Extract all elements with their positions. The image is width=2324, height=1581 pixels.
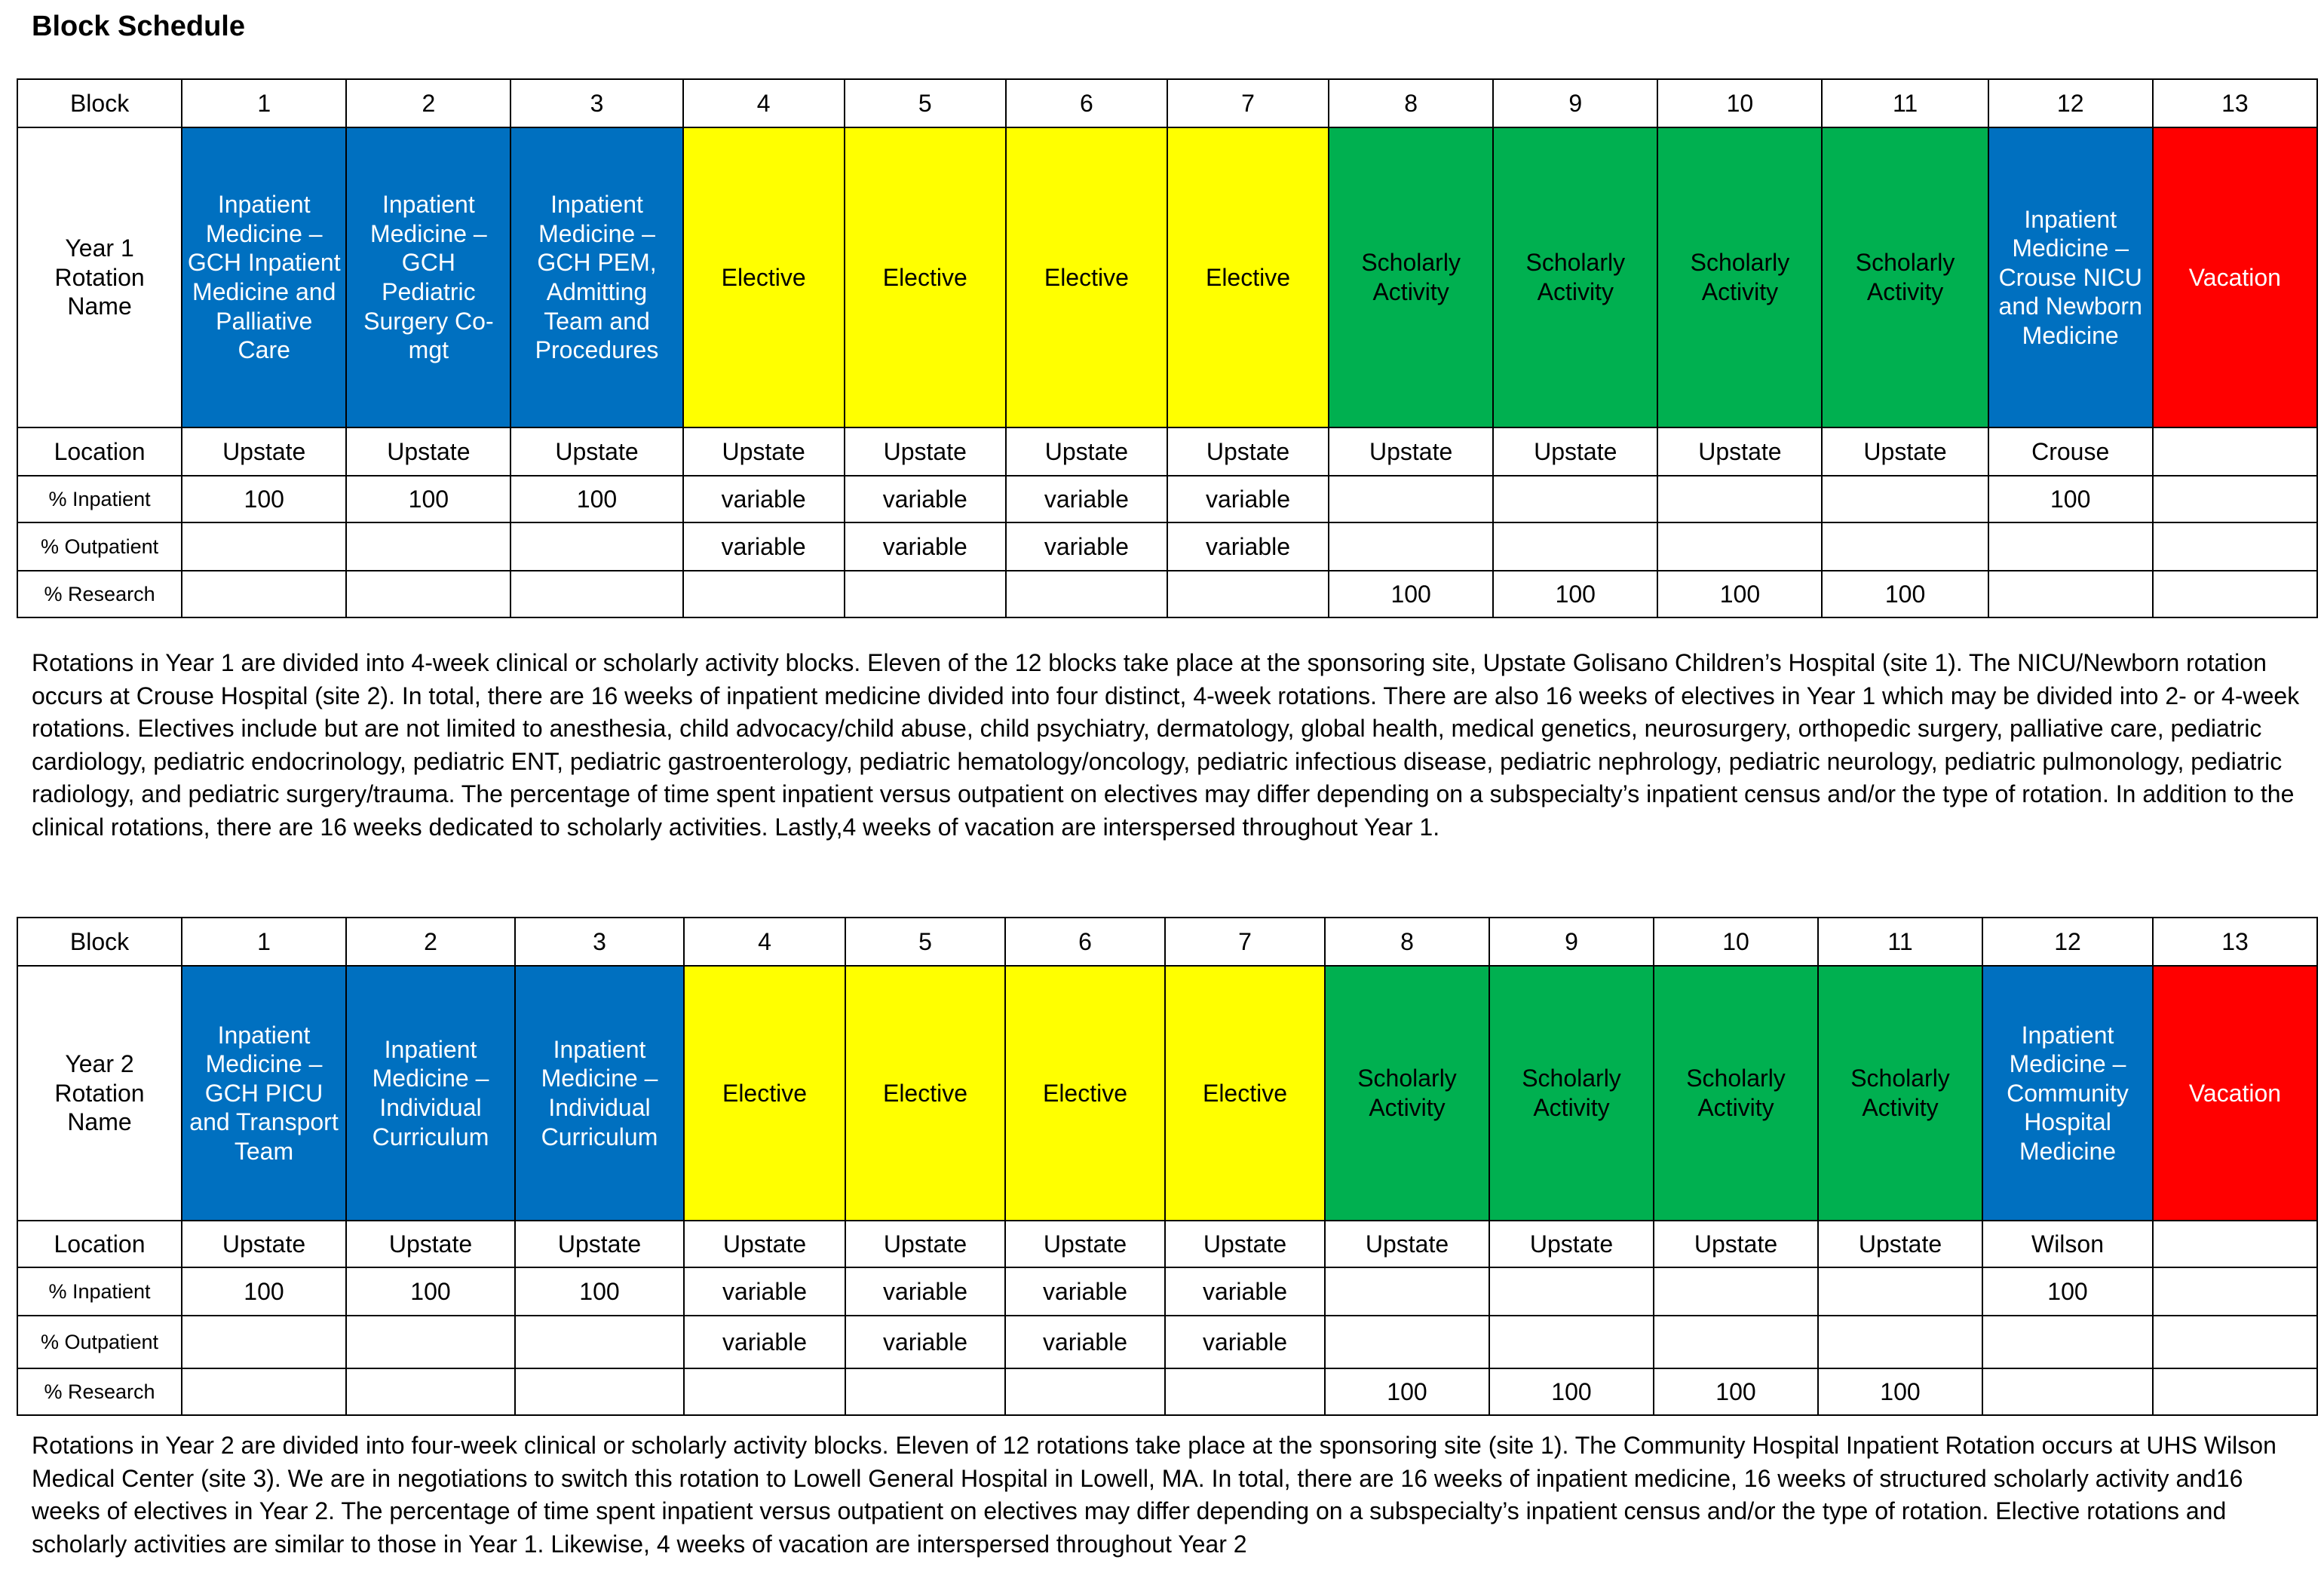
rotation-cell: Inpatient Medicine – GCH Inpatient Medicine and Palliative Care: [182, 127, 346, 427]
header-row: [17, 918, 2317, 966]
research-cell: [1982, 1368, 2153, 1415]
research-cell: [845, 571, 1006, 617]
block-number-cell: 6: [1005, 918, 1165, 966]
rotation-cell: Inpatient Medicine – Crouse NICU and Newborn Medicine: [1988, 127, 2153, 427]
research-row: [17, 1368, 2317, 1415]
inpatient-cell: variable: [1005, 1267, 1165, 1316]
rotation-row: [17, 966, 2317, 1221]
inpatient-cell: [1493, 476, 1657, 522]
location-cell: Upstate: [1654, 1221, 1818, 1267]
block-number-cell: 9: [1489, 918, 1654, 966]
rotation-cell: Elective: [1005, 966, 1165, 1221]
rotation-cell: Scholarly Activity: [1329, 127, 1493, 427]
inpatient-cell: 100: [515, 1267, 684, 1316]
research-cell: 100: [1657, 571, 1822, 617]
block-header-label: Block: [17, 79, 182, 127]
block-header-label: Block: [17, 918, 182, 966]
year1-description: Rotations in Year 1 are divided into 4-week clinical or scholarly activity blocks. Eleven of the 12 blocks take place at the sponsoring site, Upstate Golisano Children’s Hospital (site 1). The NICU/Newborn rotation occurs at Crouse Hospital (site 2). In total, there are 16 weeks of inpatient medicine divided into four distinct, 4-week rotations. There are also 16 weeks of electives in Year 1 which may be divided into 2- or 4-week rotations. Electives include but are not limited to anesthesia, child advocacy/child abuse, child psychiatry, dermatology, global health, medical genetics, neurosurgery, orthopedic surgery, palliative care, pediatric cardiology, pediatric endocrinology, pediatric ENT, pediatric gastroenterology, pediatric hematology/oncology, pediatric infectious disease, pediatric nephrology, pediatric neurology, pediatric pulmonology, pediatric radiology, and pediatric surgery/trauma. The percentage of time spent inpatient versus outpatient on electives may differ depending on a subspecialty’s inpatient census and/or the type of rotation. In addition to the clinical rotations, there are 16 weeks dedicated to scholarly activities. Lastly,4 weeks of vacation are interspersed throughout Year 1.: [32, 649, 2300, 841]
inpatient-cell: variable: [683, 476, 845, 522]
inpatient-cell: variable: [845, 476, 1006, 522]
research-cell: 100: [1325, 1368, 1489, 1415]
location-cell: Upstate: [1329, 427, 1493, 476]
location-cell: Upstate: [346, 1221, 515, 1267]
rotation-cell: Scholarly Activity: [1493, 127, 1657, 427]
block-number-cell: 3: [515, 918, 684, 966]
rotation-cell: Inpatient Medicine – GCH Pediatric Surgery Co-mgt: [346, 127, 510, 427]
location-row: [17, 1221, 2317, 1267]
rotation-cell: Inpatient Medicine – Individual Curriculum: [515, 966, 684, 1221]
rotation-cell: Scholarly Activity: [1325, 966, 1489, 1221]
research-cell: 100: [1489, 1368, 1654, 1415]
research-cell: [1006, 571, 1167, 617]
inpatient-cell: 100: [510, 476, 682, 522]
research-cell: [346, 571, 510, 617]
block-number-cell: 9: [1493, 79, 1657, 127]
year1-schedule-table: [17, 78, 2318, 618]
block-number-cell: 5: [845, 79, 1006, 127]
location-cell: Upstate: [845, 1221, 1005, 1267]
outpatient-cell: [515, 1316, 684, 1368]
rotation-cell: Inpatient Medicine – GCH PICU and Transport Team: [182, 966, 346, 1221]
outpatient-cell: [1489, 1316, 1654, 1368]
research-cell: 100: [1818, 1368, 1982, 1415]
research-cell: [845, 1368, 1005, 1415]
research-cell: 100: [1822, 571, 1988, 617]
rotation-cell: Vacation: [2153, 127, 2317, 427]
block-number-cell: 13: [2153, 918, 2317, 966]
rotation-cell: Inpatient Medicine – Community Hospital Medicine: [1982, 966, 2153, 1221]
outpatient-cell: variable: [1005, 1316, 1165, 1368]
research-cell: 100: [1493, 571, 1657, 617]
inpatient-label: % Inpatient: [17, 1267, 182, 1316]
location-cell: Upstate: [1818, 1221, 1982, 1267]
rotation-cell: Elective: [845, 127, 1006, 427]
location-cell: Upstate: [1325, 1221, 1489, 1267]
rotation-cell: Elective: [1006, 127, 1167, 427]
block-number-cell: 10: [1654, 918, 1818, 966]
location-cell: Upstate: [1493, 427, 1657, 476]
research-cell: [1165, 1368, 1325, 1415]
rotation-cell: Inpatient Medicine – Individual Curriculum: [346, 966, 515, 1221]
block-number-cell: 8: [1329, 79, 1493, 127]
inpatient-cell: variable: [1006, 476, 1167, 522]
outpatient-cell: [1654, 1316, 1818, 1368]
rotation-cell: Elective: [684, 966, 845, 1221]
block-number-cell: 1: [182, 918, 346, 966]
block-number-cell: 12: [1982, 918, 2153, 966]
outpatient-cell: variable: [1006, 522, 1167, 571]
inpatient-cell: 100: [182, 1267, 346, 1316]
block-number-cell: 5: [845, 918, 1005, 966]
location-cell: Upstate: [182, 427, 346, 476]
inpatient-cell: variable: [1167, 476, 1329, 522]
inpatient-cell: [2153, 476, 2317, 522]
outpatient-cell: [2153, 1316, 2317, 1368]
outpatient-cell: [1493, 522, 1657, 571]
inpatient-cell: variable: [1165, 1267, 1325, 1316]
block-number-cell: 10: [1657, 79, 1822, 127]
location-cell: [2153, 1221, 2317, 1267]
inpatient-cell: [1489, 1267, 1654, 1316]
inpatient-label: % Inpatient: [17, 476, 182, 522]
page-title: Block Schedule: [32, 11, 245, 42]
research-cell: [346, 1368, 515, 1415]
block-number-cell: 13: [2153, 79, 2317, 127]
location-cell: Upstate: [1165, 1221, 1325, 1267]
research-cell: [1005, 1368, 1165, 1415]
research-cell: [515, 1368, 684, 1415]
outpatient-cell: [1818, 1316, 1982, 1368]
rotation-cell: Elective: [845, 966, 1005, 1221]
header-row: [17, 79, 2317, 127]
research-row: [17, 571, 2317, 617]
block-number-cell: 2: [346, 79, 510, 127]
inpatient-cell: [1325, 1267, 1489, 1316]
outpatient-row: [17, 1316, 2317, 1368]
rotation-cell: Elective: [1167, 127, 1329, 427]
outpatient-cell: variable: [845, 1316, 1005, 1368]
inpatient-cell: [1822, 476, 1988, 522]
outpatient-cell: [1329, 522, 1493, 571]
block-number-cell: 3: [510, 79, 682, 127]
location-cell: Upstate: [1167, 427, 1329, 476]
outpatient-label: % Outpatient: [17, 1316, 182, 1368]
block-number-cell: 11: [1818, 918, 1982, 966]
research-cell: [182, 571, 346, 617]
research-cell: [510, 571, 682, 617]
inpatient-row: [17, 1267, 2317, 1316]
rotation-name-label: Year 2 Rotation Name: [17, 966, 182, 1221]
rotation-cell: Scholarly Activity: [1654, 966, 1818, 1221]
location-row: [17, 427, 2317, 476]
rotation-name-label: Year 1 Rotation Name: [17, 127, 182, 427]
location-label: Location: [17, 427, 182, 476]
location-cell: Upstate: [845, 427, 1006, 476]
research-label: % Research: [17, 1368, 182, 1415]
outpatient-cell: variable: [1167, 522, 1329, 571]
outpatient-row: [17, 522, 2317, 571]
inpatient-cell: [1818, 1267, 1982, 1316]
rotation-cell: Inpatient Medicine – GCH PEM, Admitting Team and Procedures: [510, 127, 682, 427]
year2-description: Rotations in Year 2 are divided into four-week clinical or scholarly activity blocks. Eleven of 12 rotations take place at the sponsoring site (site 1). The Community Hospital Inpatient Rotation occurs at UHS Wilson Medical Center (site 3). We are in negotiations to switch this rotation to Lowell General Hospital in Lowell, MA. In total, there are 16 weeks of inpatient medicine, 16 weeks of structured scholarly activity and16 weeks of electives in Year 2. The percentage of time spent inpatient versus outpatient on electives may differ depending on a subspecialty’s inpatient census and/or the type of rotation. Elective rotations and scholarly activities are similar to those in Year 1. Likewise, 4 weeks of vacation are interspersed throughout Year 2: [32, 1432, 2276, 1558]
block-number-cell: 7: [1167, 79, 1329, 127]
inpatient-cell: 100: [182, 476, 346, 522]
location-cell: Crouse: [1988, 427, 2153, 476]
block-number-cell: 6: [1006, 79, 1167, 127]
research-cell: [683, 571, 845, 617]
location-cell: Upstate: [1489, 1221, 1654, 1267]
research-label: % Research: [17, 571, 182, 617]
location-label: Location: [17, 1221, 182, 1267]
location-cell: Upstate: [346, 427, 510, 476]
outpatient-cell: [510, 522, 682, 571]
block-number-cell: 12: [1988, 79, 2153, 127]
block-number-cell: 1: [182, 79, 346, 127]
inpatient-cell: 100: [346, 476, 510, 522]
block-number-cell: 11: [1822, 79, 1988, 127]
research-cell: [2153, 1368, 2317, 1415]
outpatient-cell: [1822, 522, 1988, 571]
research-cell: 100: [1329, 571, 1493, 617]
outpatient-cell: [1988, 522, 2153, 571]
inpatient-cell: [1329, 476, 1493, 522]
rotation-cell: Scholarly Activity: [1489, 966, 1654, 1221]
block-number-cell: 7: [1165, 918, 1325, 966]
research-cell: [684, 1368, 845, 1415]
location-cell: [2153, 427, 2317, 476]
location-cell: Upstate: [515, 1221, 684, 1267]
outpatient-cell: variable: [683, 522, 845, 571]
location-cell: Upstate: [1005, 1221, 1165, 1267]
rotation-cell: Elective: [683, 127, 845, 427]
rotation-cell: Scholarly Activity: [1657, 127, 1822, 427]
outpatient-cell: [182, 522, 346, 571]
outpatient-cell: [1657, 522, 1822, 571]
block-number-cell: 8: [1325, 918, 1489, 966]
inpatient-cell: variable: [684, 1267, 845, 1316]
inpatient-cell: [1657, 476, 1822, 522]
location-cell: Wilson: [1982, 1221, 2153, 1267]
outpatient-cell: variable: [1165, 1316, 1325, 1368]
research-cell: [1167, 571, 1329, 617]
location-cell: Upstate: [182, 1221, 346, 1267]
outpatient-cell: [2153, 522, 2317, 571]
outpatient-cell: variable: [845, 522, 1006, 571]
location-cell: Upstate: [510, 427, 682, 476]
location-cell: Upstate: [683, 427, 845, 476]
year2-schedule-table: [17, 917, 2318, 1416]
inpatient-cell: 100: [1988, 476, 2153, 522]
outpatient-cell: [346, 522, 510, 571]
rotation-cell: Vacation: [2153, 966, 2317, 1221]
outpatient-cell: variable: [684, 1316, 845, 1368]
rotation-cell: Scholarly Activity: [1818, 966, 1982, 1221]
block-number-cell: 4: [683, 79, 845, 127]
outpatient-label: % Outpatient: [17, 522, 182, 571]
rotation-cell: Scholarly Activity: [1822, 127, 1988, 427]
outpatient-cell: [1325, 1316, 1489, 1368]
inpatient-cell: [1654, 1267, 1818, 1316]
outpatient-cell: [346, 1316, 515, 1368]
location-cell: Upstate: [1657, 427, 1822, 476]
outpatient-cell: [1982, 1316, 2153, 1368]
inpatient-cell: [2153, 1267, 2317, 1316]
location-cell: Upstate: [1822, 427, 1988, 476]
outpatient-cell: [182, 1316, 346, 1368]
block-number-cell: 2: [346, 918, 515, 966]
location-cell: Upstate: [684, 1221, 845, 1267]
inpatient-cell: 100: [1982, 1267, 2153, 1316]
inpatient-cell: 100: [346, 1267, 515, 1316]
research-cell: [182, 1368, 346, 1415]
inpatient-row: [17, 476, 2317, 522]
research-cell: [2153, 571, 2317, 617]
rotation-cell: Elective: [1165, 966, 1325, 1221]
block-number-cell: 4: [684, 918, 845, 966]
research-cell: 100: [1654, 1368, 1818, 1415]
research-cell: [1988, 571, 2153, 617]
inpatient-cell: variable: [845, 1267, 1005, 1316]
location-cell: Upstate: [1006, 427, 1167, 476]
rotation-row: [17, 127, 2317, 427]
